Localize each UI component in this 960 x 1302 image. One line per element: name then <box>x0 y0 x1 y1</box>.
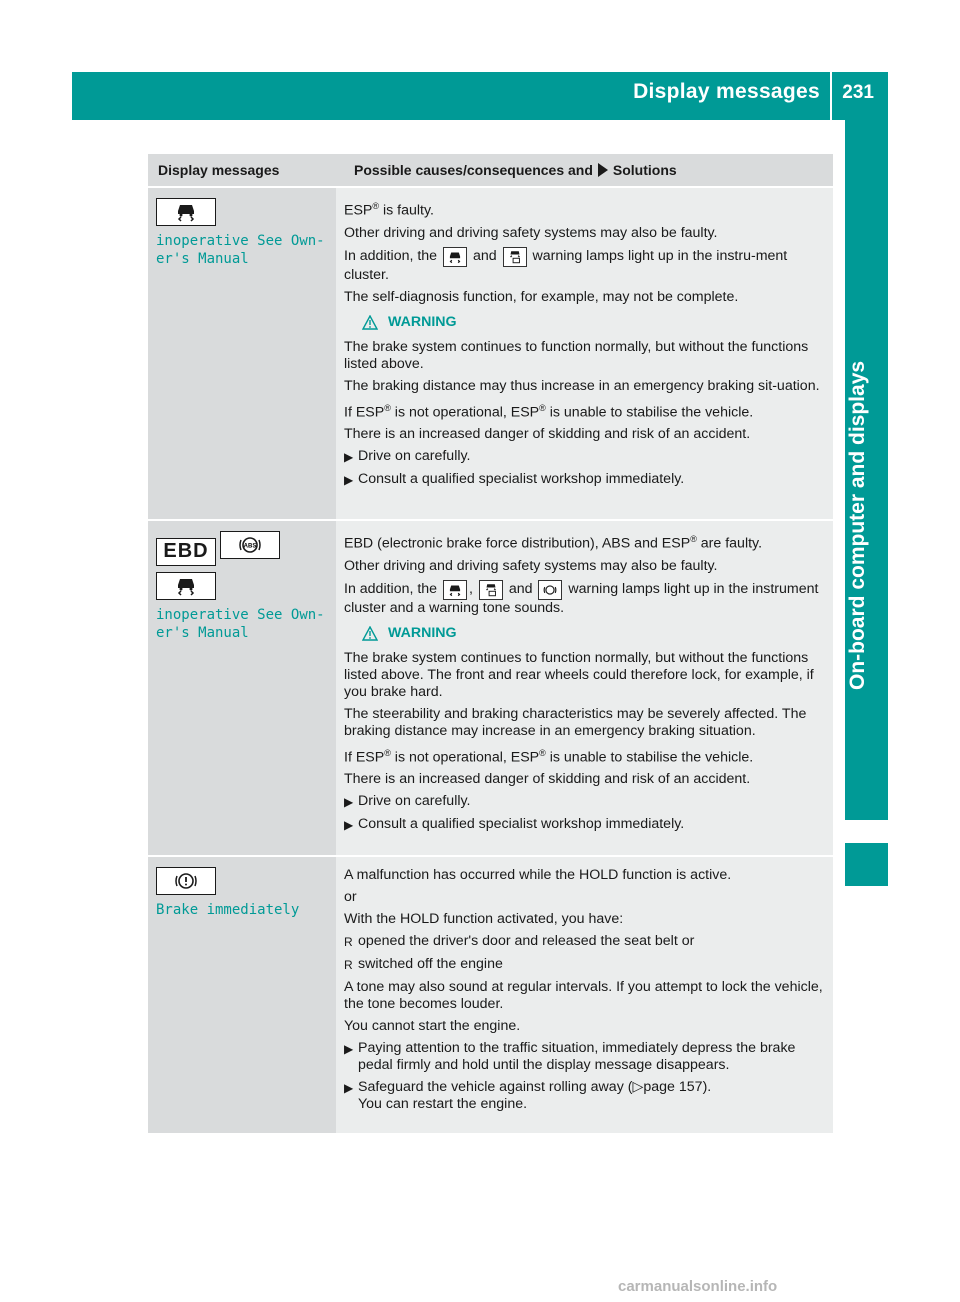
warning-heading <box>362 314 827 331</box>
warning-triangle-icon <box>362 626 378 641</box>
header-divider <box>830 72 832 120</box>
arrow-right-icon: ▶ <box>344 795 354 810</box>
esp-car-icon <box>443 580 467 600</box>
text: ® <box>372 201 380 211</box>
solutions-cell <box>336 188 833 519</box>
step-text <box>358 1079 827 1113</box>
display-message-cell <box>148 188 336 519</box>
display-text-part: See <box>257 233 283 249</box>
bullet-text: opened the driver's door and released the seat belt or <box>358 933 695 949</box>
paragraph <box>344 531 827 553</box>
paragraph: You cannot start the engine. <box>344 1018 521 1034</box>
text: and <box>504 580 537 597</box>
esp-car-icon <box>443 247 467 267</box>
instruction-step <box>344 816 827 834</box>
text: In addition, the <box>344 580 442 597</box>
solutions-cell <box>336 857 833 1133</box>
instruction-step <box>344 793 827 811</box>
text: is faulty. <box>379 202 434 219</box>
paragraph: A tone may also sound at regular intervals. If you attempt to lock the vehicle, the tone becomes louder. <box>344 979 823 1012</box>
paragraph: The braking distance may thus increase in an emergency braking sit-uation. <box>344 377 820 394</box>
text: EBD (electronic brake force distribution), ABS and ESP <box>344 535 691 552</box>
paragraph: The self-diagnosis function, for example, may not be complete. <box>344 288 739 305</box>
paragraph: The brake system continues to function normally, but without the functions listed above. The front and rear wheels could therefore lock, for example, if you brake hard. <box>344 649 814 700</box>
step-text: Paying attention to the traffic situation, immediately depress the brake pedal firmly and hold until the display message disappears. <box>358 1040 796 1073</box>
text: is unable to stabilise the vehicle. <box>545 404 754 421</box>
paragraph: Other driving and driving safety systems may also be faulty. <box>344 224 718 241</box>
table-row <box>148 855 833 1133</box>
text: are faulty. <box>696 535 763 552</box>
display-text-part: er's Manual <box>156 251 249 267</box>
instruction-step <box>344 448 827 466</box>
display-message-text <box>156 606 336 642</box>
col-header-display-messages: Display messages <box>158 162 280 178</box>
page-number: 231 <box>842 82 874 103</box>
table-row <box>148 186 833 519</box>
display-message-cell <box>148 857 336 1133</box>
esp-off-icon <box>479 580 503 600</box>
display-message-text: Brake immediately <box>156 902 300 918</box>
paragraph <box>344 247 827 284</box>
page-ref-icon: ▷ <box>632 1079 644 1095</box>
bullet-icon: R <box>344 935 353 949</box>
text: , <box>469 580 477 597</box>
arrow-right-icon: ▶ <box>344 473 354 488</box>
paragraph: With the HOLD function activated, you have: <box>344 911 624 927</box>
paragraph: A malfunction has occurred while the HOLD function is active. <box>344 867 732 883</box>
col-header-solutions-post: Solutions <box>612 162 677 178</box>
display-message-cell <box>148 521 336 855</box>
display-text-part: Own‐ <box>290 233 325 249</box>
table-header <box>148 154 833 186</box>
col-header-solutions-pre: Possible causes/consequences and <box>354 162 593 178</box>
text: warning lamps light up in the instru-ment cluster. <box>344 247 788 283</box>
esp-car-icon <box>156 572 216 600</box>
warning-label: WARNING <box>388 313 457 330</box>
esp-car-icon <box>156 198 216 226</box>
arrow-right-icon: ▶ <box>344 450 354 465</box>
text: ). <box>702 1079 712 1095</box>
display-text-part: inoperative <box>156 233 249 249</box>
paragraph: There is an increased danger of skidding and risk of an accident. <box>344 771 751 788</box>
warning-heading <box>362 625 827 642</box>
step-text: Drive on carefully. <box>358 793 471 810</box>
page-header <box>72 72 888 120</box>
step-text: Consult a qualified specialist workshop immediately. <box>358 471 685 488</box>
paragraph <box>344 580 827 617</box>
solutions-cell <box>336 521 833 855</box>
side-tab-label: On-board computer and displays <box>846 360 869 690</box>
paragraph: The steerability and braking characteristics may be severely affected. The braking distance may increase in an emergency braking situation. <box>344 705 807 739</box>
display-text-part: er's Manual <box>156 624 249 641</box>
abs-icon <box>538 580 562 600</box>
bullet-item <box>344 933 827 951</box>
abs-icon <box>220 531 280 559</box>
display-text-part: See <box>257 606 283 623</box>
text: You can restart the engine. <box>358 1096 528 1112</box>
arrow-right-icon: ▶ <box>344 1042 354 1056</box>
instruction-step <box>344 1040 827 1074</box>
side-tab-marker <box>845 843 888 886</box>
col-header-solutions <box>338 162 677 178</box>
arrow-right-icon: ▶ <box>344 818 354 833</box>
text: ® <box>384 747 391 758</box>
paragraph <box>344 745 827 767</box>
bullet-icon: R <box>344 958 353 972</box>
ebd-label: EBD <box>163 540 209 562</box>
bullet-text: switched off the engine <box>358 956 503 972</box>
page-title: Display messages <box>633 80 820 103</box>
paragraph: There is an increased danger of skidding and risk of an accident. <box>344 426 751 443</box>
page-reference-link[interactable]: page 157 <box>643 1079 703 1095</box>
warning-triangle-icon <box>362 315 378 330</box>
instruction-step <box>344 471 827 489</box>
arrow-right-icon <box>598 163 608 177</box>
table-row <box>148 519 833 855</box>
text: is not operational, ESP <box>390 749 540 766</box>
text: ® <box>690 534 697 544</box>
ebd-icon <box>156 538 216 566</box>
watermark: carmanualsonline.info <box>618 1278 778 1295</box>
text: ® <box>384 402 391 413</box>
warning-label: WARNING <box>388 624 457 641</box>
text: is not operational, ESP <box>390 404 540 421</box>
paragraph <box>344 400 827 422</box>
paragraph: The brake system continues to function normally, but without the functions listed above. <box>344 338 809 372</box>
step-text: Consult a qualified specialist workshop immediately. <box>358 816 685 833</box>
display-messages-table <box>148 154 833 1133</box>
bullet-item <box>344 956 827 974</box>
paragraph: Other driving and driving safety systems may also be faulty. <box>344 557 718 574</box>
esp-off-icon <box>503 247 527 267</box>
paragraph <box>344 198 827 220</box>
step-text: Drive on carefully. <box>358 448 471 465</box>
text: If ESP <box>344 749 385 766</box>
text: and <box>469 247 501 264</box>
text: ESP <box>344 202 373 219</box>
display-message-text <box>156 232 336 268</box>
text: If ESP <box>344 404 385 421</box>
hold-brake-icon <box>156 867 216 895</box>
display-text-part: inoperative <box>156 606 249 623</box>
text: is unable to stabilise the vehicle. <box>545 749 754 766</box>
text: ® <box>539 402 546 413</box>
text: In addition, the <box>344 247 442 264</box>
arrow-right-icon: ▶ <box>344 1081 354 1095</box>
text: ® <box>539 747 546 758</box>
text: warning lamps light up in the instrument cluster and a warning tone sounds. <box>344 580 819 616</box>
instruction-step <box>344 1079 827 1113</box>
text: Safeguard the vehicle against rolling away ( <box>358 1079 633 1095</box>
paragraph: or <box>344 889 357 905</box>
svg-text:ABS: ABS <box>243 543 257 550</box>
display-text-part: Own‐ <box>290 606 325 623</box>
